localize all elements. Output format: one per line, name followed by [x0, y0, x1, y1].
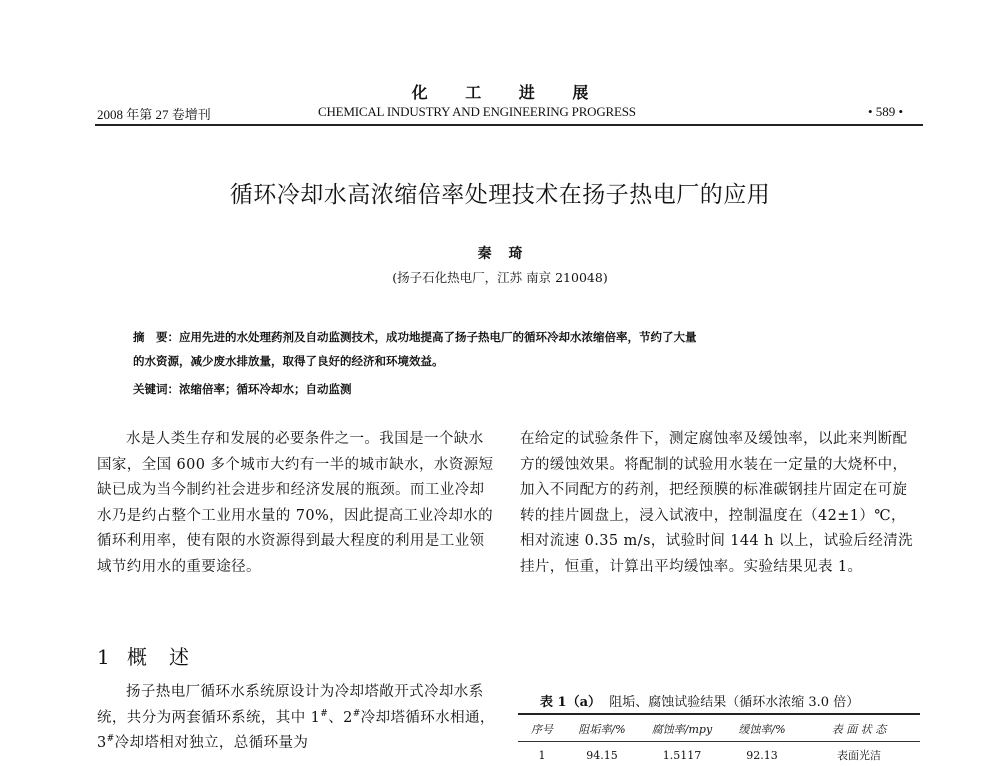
- superscript: #: [352, 708, 361, 719]
- overview-paragraph: [97, 680, 497, 757]
- author-char: 琦: [508, 246, 523, 262]
- table-cell: 1: [538, 748, 546, 762]
- author: [0, 243, 1000, 263]
- section-heading-1: [97, 641, 211, 670]
- section-title-char: 述: [169, 645, 189, 669]
- journal-name-chinese: [0, 80, 1000, 103]
- superscript: #: [106, 734, 115, 745]
- column-header: 表 面 状 态: [831, 722, 887, 736]
- keywords-text: 浓缩倍率；循环冷却水；自动监测: [179, 382, 352, 396]
- left-column: [97, 427, 497, 581]
- abstract-text-line-2: 的水资源，减少废水排放量，取得了良好的经济和环境效益。: [133, 354, 444, 368]
- journal-char: 展: [572, 83, 589, 102]
- article-title: 循环冷却水高浓缩倍率处理技术在扬子热电厂的应用: [229, 182, 771, 208]
- section-number: 1: [97, 645, 110, 669]
- intro-paragraph: 水是人类生存和发展的必要条件之一。我国是一个缺水国家，全国 600 多个城市大约有一半的城市缺水，水资源短缺已成为当今制约社会进步和经济发展的瓶颈。而工业冷却水乃是约占整个工业用水量的 70%，因此提高工业冷却水的循环利用率，使有限的水资源得到最大程度的利用是工业领域节约用水的重要途径。: [97, 431, 494, 575]
- superscript: #: [320, 708, 329, 719]
- column-header: 腐蚀率/mpy: [651, 722, 713, 736]
- table-caption-label: 表 1（a）: [540, 695, 601, 710]
- abstract-text-line-1: 应用先进的水处理药剂及自动监测技术，成功地提高了扬子热电厂的循环冷却水浓缩倍率，节约了大量: [179, 330, 697, 344]
- keywords-label: 关键词：: [133, 382, 179, 396]
- journal-name-english: CHEMICAL INDUSTRY AND ENGINEERING PROGRESS: [318, 104, 636, 119]
- table-cell: 表面光洁: [837, 749, 881, 762]
- overview-text: 、2: [328, 709, 353, 726]
- journal-char: 进: [518, 83, 535, 102]
- table-cell: 92.13: [746, 748, 778, 762]
- journal-char: 工: [465, 83, 482, 102]
- issue-info: 2008 年第 27 卷增刊: [97, 107, 211, 122]
- table-caption: [540, 691, 859, 710]
- table-header-row: [518, 716, 920, 741]
- page-number: • 589 •: [868, 104, 904, 119]
- section-title-char: 概: [127, 645, 147, 669]
- abstract: [133, 325, 893, 373]
- author-char: 秦: [477, 246, 492, 262]
- table-cell: 1.5117: [662, 748, 702, 762]
- table-caption-text: 阻垢、腐蚀试验结果（循环水浓缩 3.0 倍）: [609, 695, 860, 710]
- column-header: 缓蚀率/%: [738, 722, 786, 736]
- header-rule: [95, 124, 923, 126]
- journal-char: 化: [411, 83, 428, 102]
- table-cell: 94.15: [586, 748, 618, 762]
- experiment-paragraph: 在给定的试验条件下，测定腐蚀率及缓蚀率，以此来判断配方的缓蚀效果。将配制的试验用水装在一定量的大烧杯中，加入不同配方的药剂，把经预膜的标准碳钢挂片固定在可旋转的挂片圆盘上，浸入试液中，控制温度在（42±1）℃，相对流速 0.35 m/s，试验时间 144 h 以上，试验后经清洗挂片，恒重，计算出平均缓蚀率。实验结果见表 1。: [520, 431, 914, 575]
- affiliation: (扬子石化热电厂，江苏 南京 210048): [392, 270, 608, 285]
- left-column-section-1: [97, 680, 497, 757]
- table-row: [518, 741, 920, 766]
- right-column: [520, 427, 920, 581]
- column-header: 阻垢率/%: [578, 722, 626, 736]
- column-header: 序号: [531, 722, 553, 736]
- results-table: [518, 716, 920, 766]
- table-top-rule: [518, 713, 920, 715]
- abstract-label: 摘 要：: [133, 330, 179, 344]
- overview-text: 冷却塔循环水相通，3: [97, 709, 495, 752]
- overview-text: 冷却塔相对独立，总循环量为: [114, 735, 309, 752]
- overview-text: 扬子热电厂循环水系统原设计为冷却塔敞开式冷却水系统，共分为两套循环系统，其中 1: [97, 684, 484, 726]
- keywords: [133, 381, 352, 397]
